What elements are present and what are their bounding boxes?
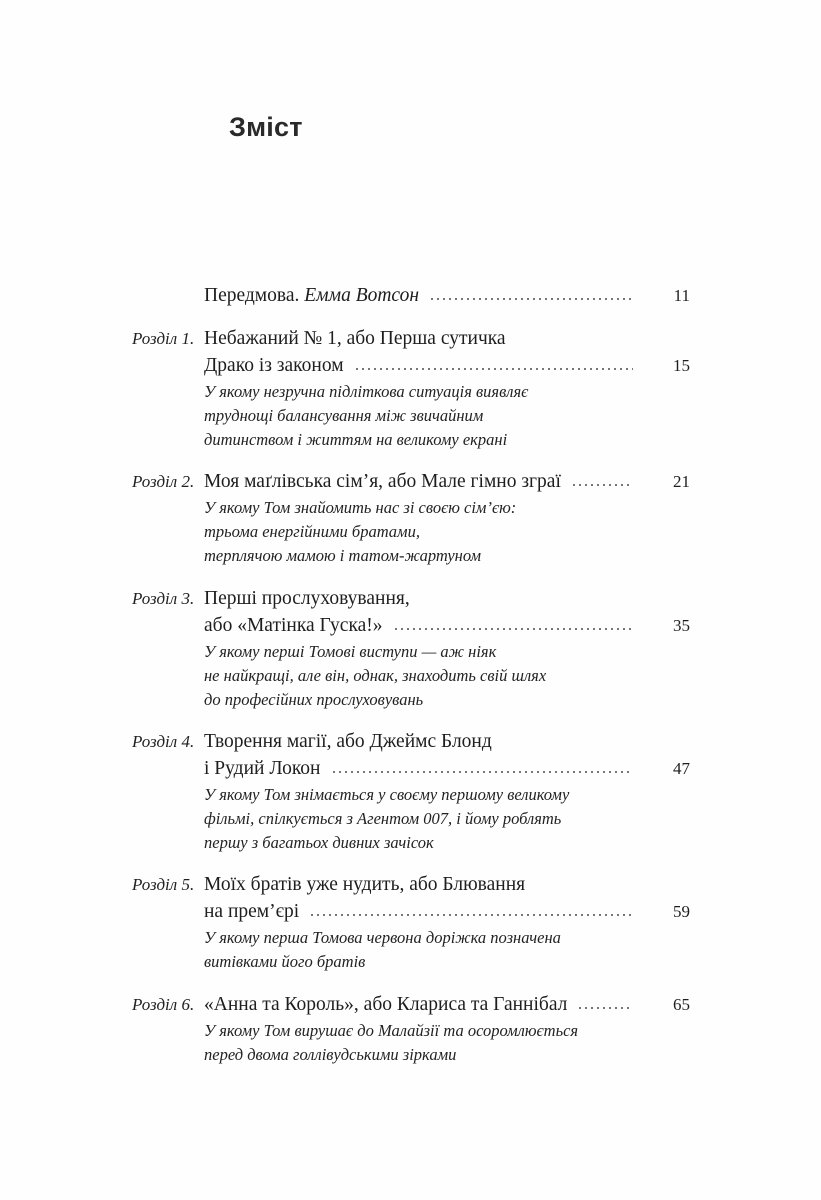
toc-line [0, 728, 821, 755]
entry-title: Передмова. Емма Вотсон [204, 285, 420, 306]
entry-title: Небажаний № 1, або Перша сутичка [204, 328, 506, 349]
chapter-description: У якому незручна підліткова ситуація виявляє труднощі балансування між звичайним дитинством і життям на великому екрані [204, 382, 529, 449]
entry-title: «Анна та Король», або Клариса та Ганнібал [204, 994, 568, 1015]
leader-dots [571, 484, 633, 486]
toc-line [0, 755, 821, 782]
page-number: 11 [673, 286, 690, 305]
chapter-label: Розділ 5. [132, 875, 195, 894]
page-number: 59 [673, 902, 690, 921]
toc-line [0, 991, 821, 1018]
page-number: 15 [673, 356, 690, 375]
chapter-description: У якому перші Томові виступи — аж ніяк не найкращі, але він, однак, знаходить свій шлях до професійних прослуховувань [204, 642, 547, 709]
chapter-label: Розділ 4. [132, 732, 195, 751]
entry-author: Емма Вотсон [304, 285, 420, 306]
chapter-description: У якому Том вирушає до Малайзії та осоромлюється перед двома голлівудськими зірками [204, 1021, 579, 1064]
entry-title: Моя маґлівська сім’я, або Мале гімно зграї [204, 471, 561, 492]
toc-entry-chapter-6[interactable] [0, 991, 821, 1067]
page-number: 35 [673, 616, 690, 635]
leader-dots [309, 914, 633, 916]
toc-line [0, 585, 821, 612]
chapter-label: Розділ 6. [132, 995, 195, 1014]
toc-line [0, 612, 821, 639]
toc-line [0, 282, 821, 309]
page-title: Зміст [229, 112, 303, 142]
toc-line [0, 468, 821, 495]
entry-title: Перші прослуховування, [204, 588, 410, 609]
leader-dots [429, 298, 633, 300]
toc-line [0, 898, 821, 925]
entry-title-cont: на прем’єрі [204, 901, 300, 922]
toc-line [0, 325, 821, 352]
page-number: 47 [673, 759, 690, 778]
entry-title-cont: Драко із законом [204, 355, 344, 376]
entry-title: Творення магії, або Джеймс Блонд [204, 731, 492, 752]
chapter-label: Розділ 3. [132, 589, 195, 608]
leader-dots [331, 771, 634, 773]
chapter-label: Розділ 2. [132, 472, 195, 491]
entry-title-cont: або «Матінка Гуска!» [204, 615, 383, 636]
toc-entry-chapter-3[interactable] [0, 585, 821, 712]
toc-line [0, 871, 821, 898]
table-of-contents [0, 282, 821, 1067]
toc-entry-chapter-4[interactable] [0, 728, 821, 855]
leader-dots [354, 368, 633, 370]
leader-dots [577, 1007, 633, 1009]
toc-entry-chapter-5[interactable] [0, 871, 821, 974]
entry-title-cont: і Рудий Локон [204, 758, 321, 779]
chapter-description: У якому перша Томова червона доріжка позначена витівками його братів [204, 928, 561, 971]
page-number: 21 [673, 472, 690, 491]
chapter-label: Розділ 1. [132, 329, 195, 348]
chapter-description: У якому Том знайомить нас зі своєю сім’єю: трьома енергійними братами, терплячою мамою і татом-жартуном [204, 498, 517, 565]
toc-entry-chapter-1[interactable] [0, 325, 821, 452]
chapter-description: У якому Том знімається у своєму першому великому фільмі, спілкується з Агентом 007, і йому роблять першу з багатьох дивних зачісок [204, 785, 570, 852]
toc-line [0, 352, 821, 379]
leader-dots [393, 628, 633, 630]
toc-entry-chapter-2[interactable] [0, 468, 821, 568]
page-number: 65 [673, 995, 690, 1014]
toc-entry-foreword[interactable] [0, 282, 821, 309]
entry-title: Моїх братів уже нудить, або Блювання [204, 874, 526, 895]
